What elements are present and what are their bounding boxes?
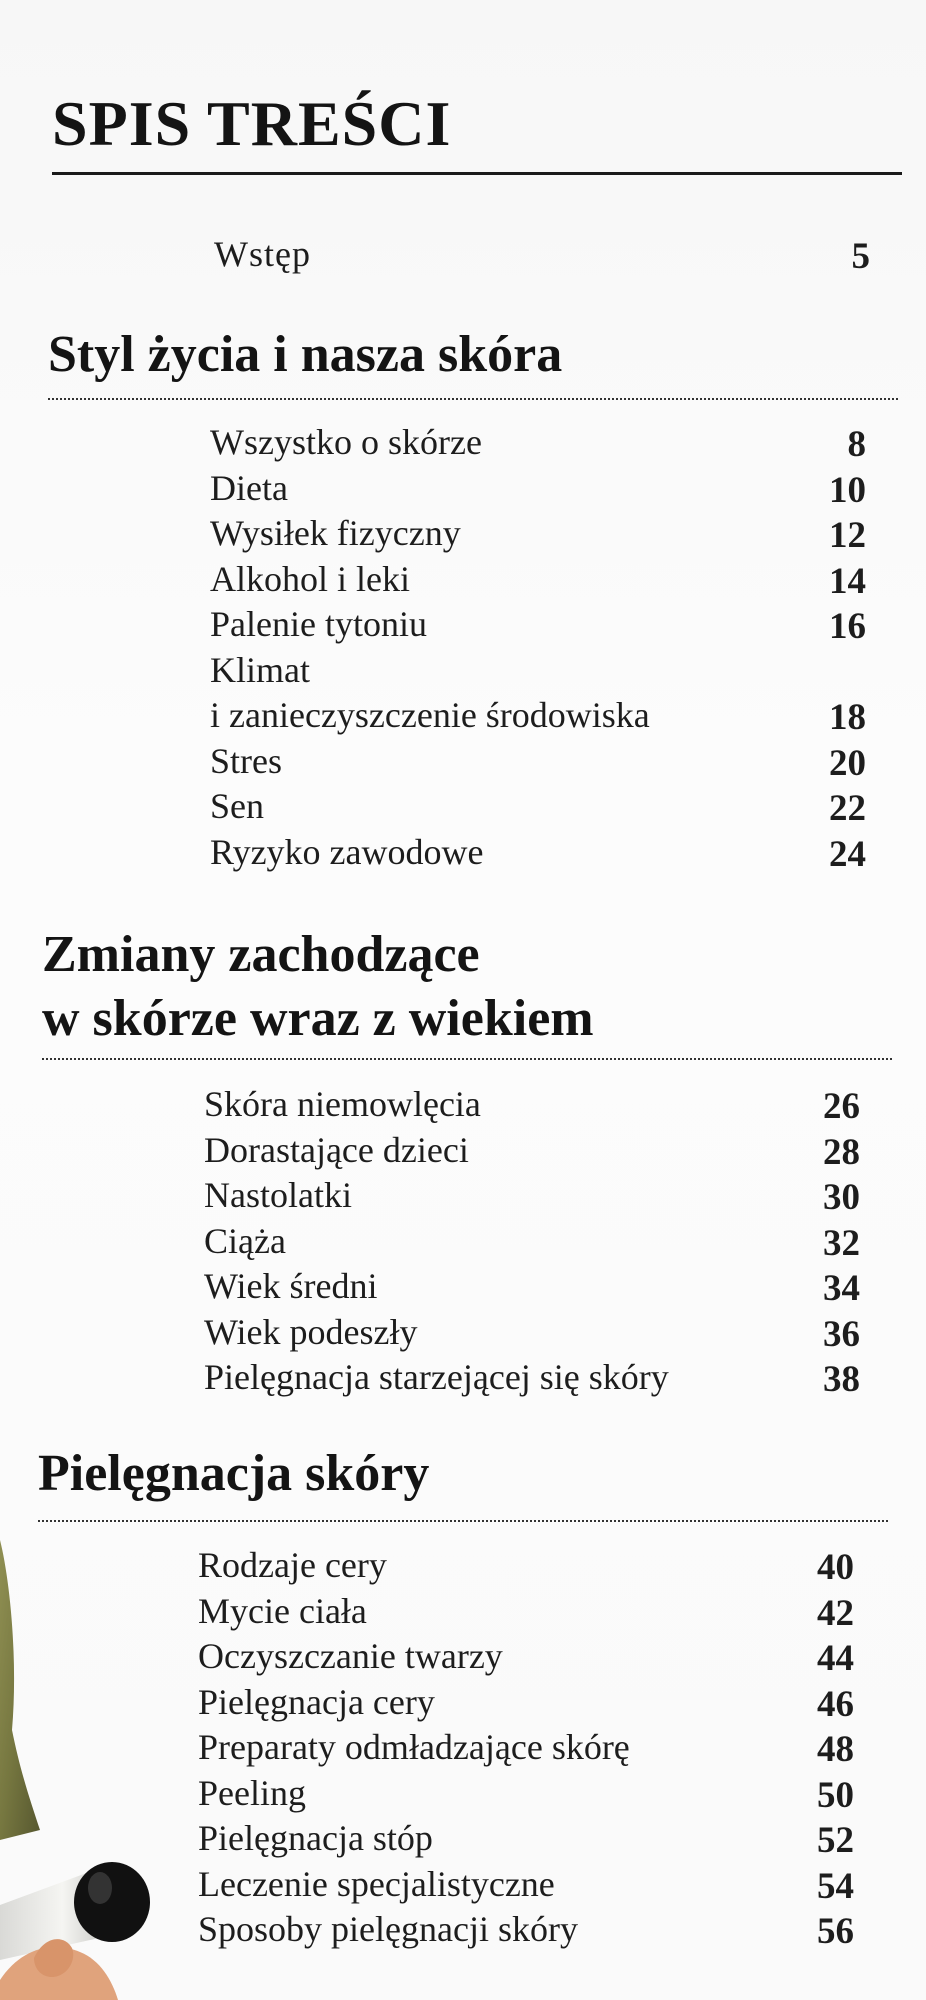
toc-entry-page: 38	[823, 1359, 860, 1400]
toc-entry-page: 56	[817, 1911, 854, 1952]
toc-entry-page: 26	[823, 1086, 860, 1127]
section-title-line: Styl życia i nasza skóra	[48, 326, 563, 383]
toc-entry-label: Wiek podeszły	[204, 1311, 418, 1352]
fabric-shape	[0, 1540, 40, 1840]
toc-entry-label: Stres	[210, 740, 282, 781]
toc-entry[interactable]	[198, 1543, 854, 1589]
toc-entry[interactable]	[204, 1173, 860, 1219]
toc-entry[interactable]	[210, 511, 866, 557]
section-2-entries	[204, 1082, 860, 1401]
toc-entry-label: Wiek średni	[204, 1266, 378, 1306]
toc-entry-label: Pielęgnacja starzejącej się skóry	[204, 1357, 669, 1397]
toc-entry-intro[interactable]	[214, 232, 870, 278]
section-title	[42, 923, 594, 1051]
toc-entry[interactable]	[210, 602, 866, 648]
toc-entry-page: 54	[817, 1865, 854, 1907]
toc-entry-label: Ciąża	[204, 1220, 286, 1261]
toc-entry-page: 46	[817, 1683, 854, 1725]
section-title	[48, 324, 562, 386]
section-title-line: Zmiany zachodzące	[42, 926, 480, 983]
toc-entry[interactable]	[204, 1264, 860, 1310]
toc-entry-page: 34	[823, 1268, 860, 1309]
section-title-line: w skórze wraz z wiekiem	[42, 990, 594, 1047]
toc-entry-page: 36	[823, 1313, 860, 1355]
toc-entry[interactable]	[198, 1680, 854, 1726]
toc-entry-page: 16	[829, 606, 866, 647]
page-title: SPIS TREŚCI	[52, 88, 452, 159]
toc-entry[interactable]	[204, 1219, 860, 1265]
toc-entry-page: 18	[829, 697, 866, 738]
toc-entry-label: Oczyszczanie twarzy	[198, 1636, 503, 1676]
toc-entry-page: 14	[829, 560, 866, 602]
toc-entry-label: Leczenie specjalistyczne	[198, 1863, 555, 1904]
toc-entry-page: 28	[823, 1131, 860, 1173]
toc-entry-page: 42	[817, 1592, 854, 1634]
section-title-line: Pielęgnacja skóry	[38, 1445, 430, 1502]
toc-entry-label: Palenie tytoniu	[210, 604, 427, 644]
toc-entry-label: Preparaty odmładzające skórę	[198, 1727, 630, 1767]
toc-entry[interactable]	[204, 1128, 860, 1174]
toc-entry-page: 48	[817, 1729, 854, 1770]
toc-entry-page: 10	[829, 469, 866, 511]
toc-entry[interactable]	[210, 693, 866, 739]
toc-entry[interactable]	[204, 1310, 860, 1356]
toc-entry-page: 44	[817, 1638, 854, 1679]
photo-fragment	[0, 1540, 160, 2000]
toc-entry-label: Sposoby pielęgnacji skóry	[198, 1909, 578, 1949]
section-3-entries	[198, 1543, 854, 1953]
toc-entry-label: Pielęgnacja stóp	[198, 1818, 433, 1858]
toc-entry[interactable]	[198, 1725, 854, 1771]
toc-entry-page: 12	[829, 515, 866, 556]
toc-entry-page: 5	[851, 236, 870, 277]
section-title	[38, 1443, 429, 1505]
toc-entry-page: 8	[847, 424, 866, 465]
toc-entry[interactable]	[210, 784, 866, 830]
toc-entry[interactable]	[210, 739, 866, 785]
toc-entry[interactable]	[210, 420, 866, 466]
toc-entry-page: 52	[817, 1820, 854, 1861]
toc-entry[interactable]	[204, 1355, 860, 1401]
toc-entry-label: Rodzaje cery	[198, 1545, 387, 1585]
toc-entry-label: Alkohol i leki	[210, 558, 410, 599]
toc-entry-label: Peeling	[198, 1772, 306, 1813]
toc-entry-label: Dorastające dzieci	[204, 1129, 469, 1170]
toc-entry-label: i zanieczyszczenie środowiska	[210, 695, 650, 735]
toc-entry-page: 30	[823, 1177, 860, 1218]
toc-entry[interactable]	[198, 1907, 854, 1953]
toc-entry-label: Wstęp	[214, 234, 311, 274]
toc-entry-label: Wysiłek fizyczny	[210, 513, 461, 553]
toc-entry-label: Wszystko o skórze	[210, 422, 482, 462]
tube-cap	[74, 1862, 150, 1942]
toc-entry[interactable]	[198, 1589, 854, 1635]
toc-entry-label: Sen	[210, 786, 264, 826]
toc-entry-page: 40	[817, 1547, 854, 1588]
section-1-entries	[210, 420, 866, 875]
toc-entry-label: Klimat	[210, 649, 310, 690]
toc-entry-page: 22	[829, 788, 866, 829]
toc-entry-label: Nastolatki	[204, 1175, 352, 1215]
toc-entry[interactable]	[210, 557, 866, 603]
toc-entry[interactable]	[198, 1862, 854, 1908]
toc-entry[interactable]	[210, 648, 866, 694]
toc-entry[interactable]	[198, 1816, 854, 1862]
section-divider	[42, 1058, 892, 1060]
section-divider	[38, 1520, 888, 1522]
section-divider	[48, 398, 898, 400]
toc-entry[interactable]	[198, 1634, 854, 1680]
toc-entry-label: Pielęgnacja cery	[198, 1681, 435, 1722]
tube-cap-highlight	[88, 1872, 112, 1904]
toc-entry[interactable]	[204, 1082, 860, 1128]
toc-entry-page: 32	[823, 1222, 860, 1264]
title-underline	[52, 172, 902, 175]
toc-entry-page: 50	[817, 1774, 854, 1816]
intro-list	[214, 232, 870, 278]
toc-entry-page: 24	[829, 833, 866, 875]
toc-entry-label: Dieta	[210, 467, 288, 508]
toc-entry-page: 20	[829, 742, 866, 784]
toc-entry-label: Mycie ciała	[198, 1590, 367, 1631]
toc-entry-label: Ryzyko zawodowe	[210, 831, 484, 872]
toc-entry[interactable]	[210, 830, 866, 876]
toc-entry[interactable]	[198, 1771, 854, 1817]
toc-entry[interactable]	[210, 466, 866, 512]
toc-entry-label: Skóra niemowlęcia	[204, 1084, 481, 1124]
